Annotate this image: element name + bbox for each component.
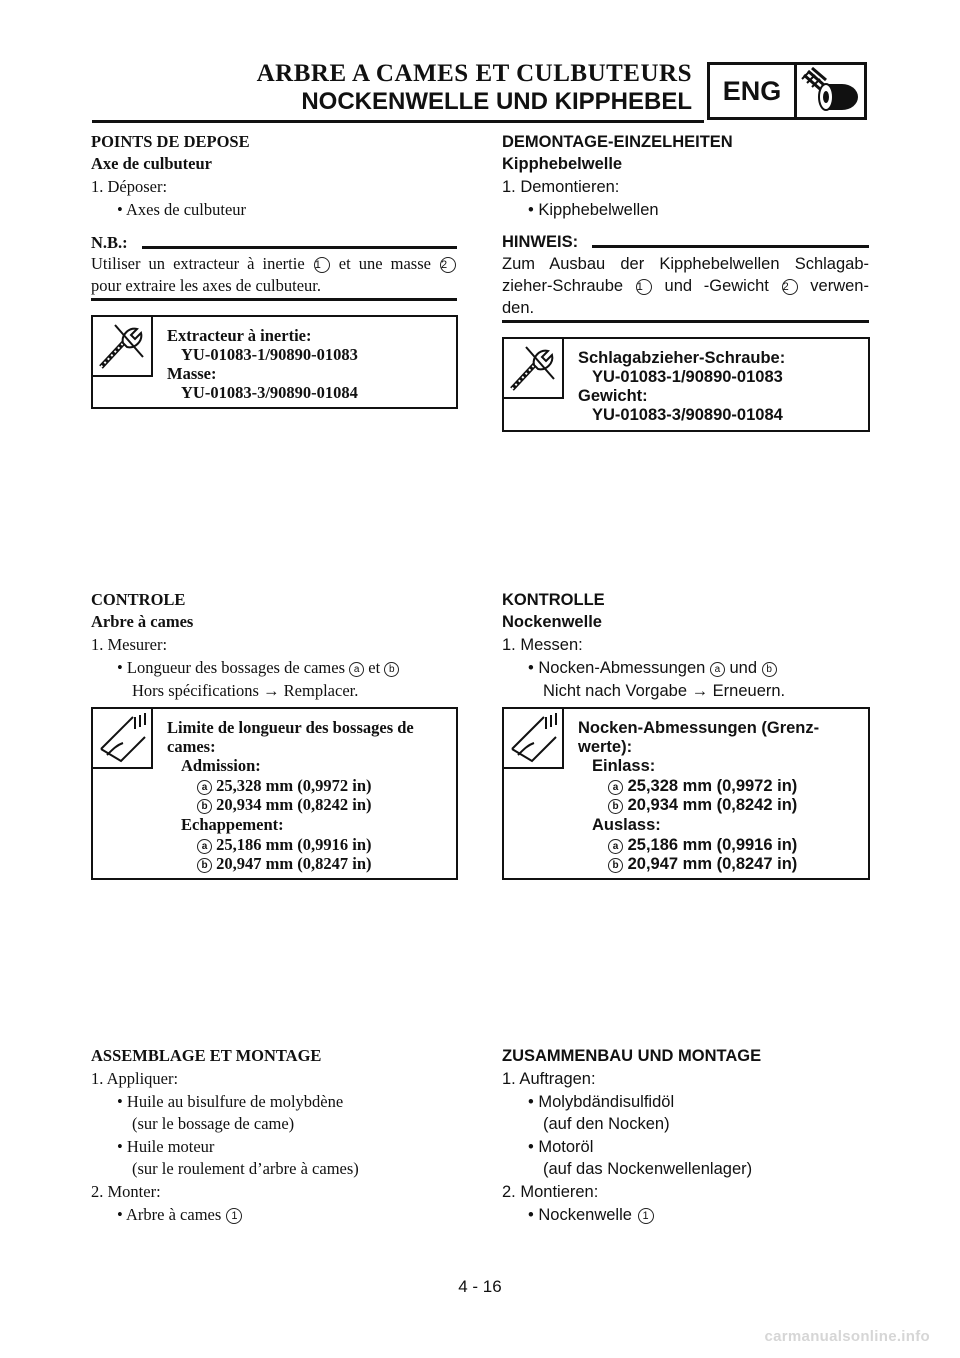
de-subtitle-camshaft: Nockenwelle [502,613,602,631]
de-note-text-c: verwen- [810,277,869,295]
fr-limit-intake: Admission: [181,756,261,775]
de-step-1: 1. Demontieren: [502,178,620,196]
fr-bullet-lobe-length: • Longueur des bossages de cames a et b [117,657,399,679]
fr-limit-exhaust: Echappement: [181,815,284,834]
ref-a-marker: a [608,780,623,795]
de-bullet-rocker-shafts: • Kipphebelwellen [528,201,659,219]
de-engine-oil-location: (auf das Nockenwellenlager) [543,1160,753,1178]
fr-bullet-moly-oil-text: Huile au bisulfure de molybdène [126,1092,344,1111]
fr-limit-intake-a [197,776,372,796]
ref-b-marker: b [384,662,399,677]
fr-bullet-rocker-shafts: • Axes de culbuteur [117,200,247,219]
fr-moly-oil-location: (sur le bossage de came) [132,1114,295,1133]
header-title-fr: ARBRE A CAMES ET CULBUTEURS [256,60,692,87]
de-moly-oil-location: (auf den Nocken) [543,1115,670,1133]
de-note-end-rule [502,320,869,323]
fr-subtitle-camshaft: Arbre à cames [91,612,194,631]
fr-bullet-engine-oil-text: Huile moteur [126,1137,215,1156]
de-special-tool-box [502,337,870,432]
fr-tool-number-1: YU-01083-1/90890-01083 [181,345,358,364]
de-limit-title-1: Nocken-Abmessungen (Grenz- [578,719,820,737]
de-bullet-lobe-text: Nocken-Abmessungen [538,659,706,677]
de-tool-name-1: Schlagabzieher-Schraube: [578,349,786,367]
de-step-install: 2. Montieren: [502,1183,599,1201]
de-limit-intake-a-value: 25,328 mm (0,9972 in) [627,777,798,795]
fr-step-measure: 1. Mesurer: [91,635,168,654]
de-note-rule [592,245,869,248]
fr-note-header [91,233,457,253]
de-section-title-inspection: KONTROLLE [502,591,605,609]
fr-limit-intake-b-value: 20,934 mm (0,8242 in) [216,795,372,814]
de-limit-intake-b [608,795,797,815]
de-note-line-1: Zum Ausbau der Kipphebelwellen Schlagab- [502,255,869,273]
de-limit-intake-a [608,776,797,796]
fr-limit-exhaust-a-value: 25,186 mm (0,9916 in) [216,835,372,854]
de-bullet-camshaft: • Nockenwelle 1 [528,1204,655,1226]
fr-note-line-1 [91,253,457,275]
fr-bullet-lobe-text: Longueur des bossages de cames [126,658,346,677]
de-note-label: HINWEIS: [502,233,579,251]
de-bullet-moly-oil: • Molybdändisulfidöl [528,1093,675,1111]
fr-section-title-inspection: CONTROLE [91,590,186,609]
de-note-line-3: den. [502,299,535,317]
page-number: 4 - 16 [458,1277,502,1296]
ref-1-marker: 1 [638,1208,654,1224]
de-limit-intake-b-value: 20,934 mm (0,8242 in) [627,796,798,814]
fr-tool-number-2: YU-01083-3/90890-01084 [181,383,358,402]
fr-section-title-removal: POINTS DE DEPOSE [91,132,250,151]
watermark: carmanualsonline.info [764,1328,930,1345]
fr-tool-name-2: Masse: [167,364,217,383]
de-bullet-rocker-shafts-text: Kipphebelwellen [538,201,659,219]
de-section-title-assembly: ZUSAMMENBAU UND MONTAGE [502,1047,762,1065]
fr-limit-box [91,707,458,880]
de-step-measure: 1. Messen: [502,636,583,654]
fr-bullet-engine-oil: • Huile moteur [117,1137,215,1156]
ref-1-marker: 1 [636,279,652,295]
de-bullet-engine-oil: • Motoröl [528,1138,594,1156]
fr-bullet-camshaft: • Arbre à cames 1 [117,1204,243,1226]
de-note-header [502,233,869,252]
de-limit-intake: Einlass: [592,757,656,775]
ref-b-marker: b [197,858,212,873]
de-out-of-spec: Nicht nach Vorgabe → Erneuern. [543,682,786,700]
wrench-tool-icon [93,317,153,377]
fr-note-rule [142,246,457,249]
de-limit-exhaust-b [608,854,797,874]
de-subtitle-rocker-shaft: Kipphebelwelle [502,155,623,173]
fr-limit-title-2: cames: [167,737,216,756]
de-note-text-a: zieher-Schraube [502,277,624,295]
ref-a-marker: a [197,780,212,795]
fr-bullet-rocker-shafts-text: Axes de culbuteur [126,200,247,219]
de-section-title-removal: DEMONTAGE-EINZELHEITEN [502,133,733,151]
ref-1-marker: 1 [314,257,330,273]
de-bullet-engine-oil-text: Motoröl [538,1138,594,1156]
fr-tool-name-1: Extracteur à inertie: [167,326,312,345]
ref-a-marker: a [710,662,725,677]
fr-step-apply: 1. Appliquer: [91,1069,179,1088]
ref-1-marker: 1 [226,1208,242,1224]
de-limit-exhaust-a [608,835,797,855]
de-tool-name-2: Gewicht: [578,387,648,405]
de-bullet-moly-oil-text: Molybdändisulfidöl [538,1093,675,1111]
fr-bullet-moly-oil: • Huile au bisulfure de molybdène [117,1092,344,1111]
fr-limit-exhaust-b [197,854,372,874]
ref-b-marker: b [762,662,777,677]
de-tool-number-1: YU-01083-1/90890-01083 [592,368,783,386]
caliper-icon [93,709,153,769]
ref-a-marker: a [197,839,212,854]
fr-subtitle-rocker-shaft: Axe de culbuteur [91,154,212,173]
fr-step-1: 1. Déposer: [91,177,168,196]
de-limit-title-2: werte): [578,738,633,756]
de-bullet-lobe-and: und [729,659,758,677]
de-bullet-camshaft-text: Nockenwelle [538,1206,632,1224]
de-limit-exhaust-a-value: 25,186 mm (0,9916 in) [627,836,798,854]
de-note-text-b: und -Gewicht [664,277,769,295]
de-note-line-2 [502,275,869,297]
fr-special-tool-box [91,315,458,409]
ref-a-marker: a [349,662,364,677]
caliper-icon [504,709,564,769]
de-tool-number-2: YU-01083-3/90890-01084 [592,406,783,424]
de-bullet-lobe-length: • Nocken-Abmessungen a und b [528,657,777,679]
ref-2-marker: 2 [782,279,798,295]
ref-b-marker: b [608,799,623,814]
fr-note-text-a: Utiliser un extracteur à inertie [91,254,305,273]
de-limit-exhaust: Auslass: [592,816,661,834]
fr-bullet-camshaft-text: Arbre à cames [126,1205,222,1224]
ref-a-marker: a [608,839,623,854]
ref-2-marker: 2 [440,257,456,273]
fr-step-install: 2. Monter: [91,1182,161,1201]
column-fr [91,0,459,1358]
ref-b-marker: b [197,799,212,814]
fr-limit-exhaust-a [197,835,372,855]
fr-limit-intake-b [197,795,372,815]
fr-note-label: N.B.: [91,233,128,252]
wrench-tool-icon [504,339,564,399]
de-step-apply: 1. Auftragen: [502,1070,596,1088]
de-limit-box [502,707,870,880]
fr-limit-title-1: Limite de longueur des bossages de [167,718,414,737]
fr-engine-oil-location: (sur le roulement d’arbre à cames) [132,1159,359,1178]
fr-bullet-lobe-and: et [368,658,381,677]
de-limit-exhaust-b-value: 20,947 mm (0,8247 in) [627,855,798,873]
fr-out-of-spec: Hors spécifications → Remplacer. [132,681,359,700]
fr-limit-intake-a-value: 25,328 mm (0,9972 in) [216,776,372,795]
header-title-de: NOCKENWELLE UND KIPPHEBEL [301,88,692,115]
ref-b-marker: b [608,858,623,873]
column-de [502,0,870,1358]
fr-section-title-assembly: ASSEMBLAGE ET MONTAGE [91,1046,322,1065]
fr-note-line-2: pour extraire les axes de culbuteur. [91,276,321,295]
engine-badge-label: ENG [710,65,797,117]
fr-note-text-b: et une masse [338,254,431,273]
fr-note-end-rule [91,298,457,301]
fr-limit-exhaust-b-value: 20,947 mm (0,8247 in) [216,854,372,873]
